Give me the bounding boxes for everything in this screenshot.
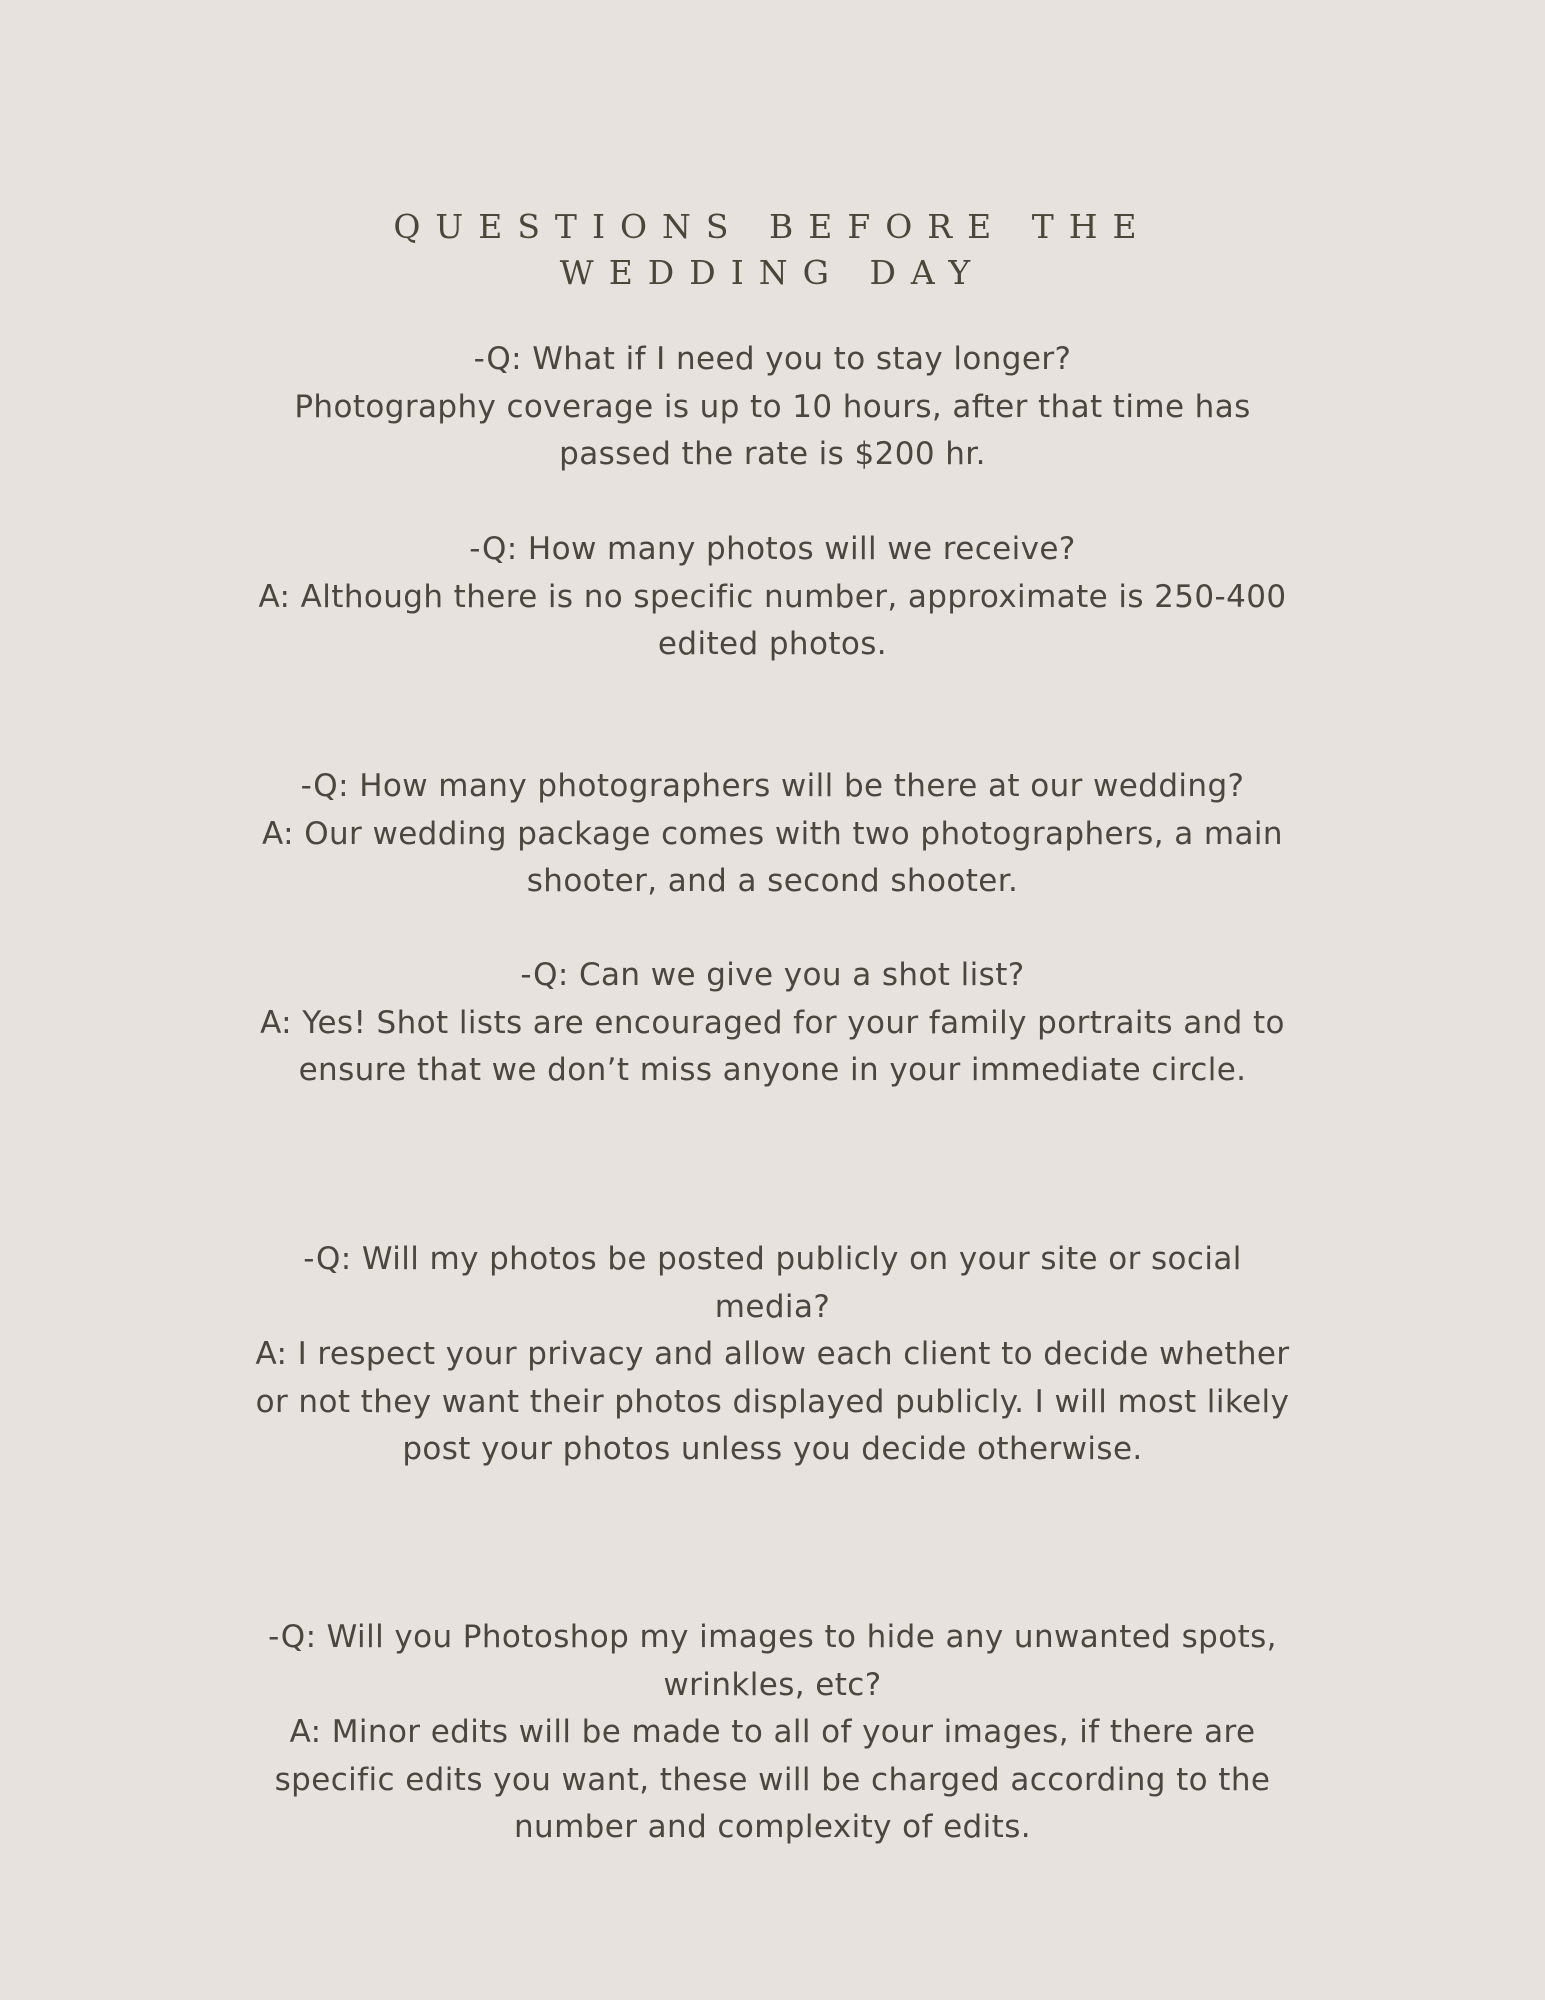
faq-answer: A: Our wedding package comes with two photographers, a main shooter, and a second shooter. — [262, 815, 1283, 899]
faq-question: -Q: Will my photos be posted publicly on your site or social media? — [303, 1241, 1242, 1325]
page-title-line-2: WEDDING DAY — [559, 253, 986, 292]
faq-item-photo-count — [250, 526, 1295, 669]
faq-item-photoshop — [250, 1614, 1295, 1852]
faq-answer: A: Yes! Shot lists are encouraged for your family portraits and to ensure that we don’t miss anyone in your immediate circle. — [260, 1004, 1285, 1088]
faq-answer: A: Minor edits will be made to all of your images, if there are specific edits you want, these will be charged according to the number and complexity of edits. — [274, 1714, 1271, 1845]
faq-answer: Photography coverage is up to 10 hours, after that time has passed the rate is $200 hr. — [294, 388, 1251, 472]
page-title-line-1: QUESTIONS BEFORE THE — [393, 207, 1152, 246]
faq-question: -Q: What if I need you to stay longer? — [473, 341, 1072, 377]
faq-question: -Q: How many photos will we receive? — [469, 531, 1076, 567]
faq-item-photographers — [250, 763, 1295, 906]
page-title — [0, 204, 1545, 296]
faq-item-stay-longer — [250, 336, 1295, 479]
faq-item-public-posting — [250, 1236, 1295, 1474]
faq-answer: A: I respect your privacy and allow each client to decide whether or not they want their photos displayed publicly. I will most likely post your photos unless you decide otherwise. — [255, 1336, 1290, 1467]
faq-question: -Q: Can we give you a shot list? — [520, 957, 1025, 993]
faq-question: -Q: How many photographers will be there at our wedding? — [300, 768, 1245, 804]
faq-answer: A: Although there is no specific number, approximate is 250-400 edited photos. — [258, 578, 1287, 662]
faq-question: -Q: Will you Photoshop my images to hide any unwanted spots, wrinkles, etc? — [268, 1619, 1277, 1703]
faq-item-shot-list — [250, 952, 1295, 1095]
